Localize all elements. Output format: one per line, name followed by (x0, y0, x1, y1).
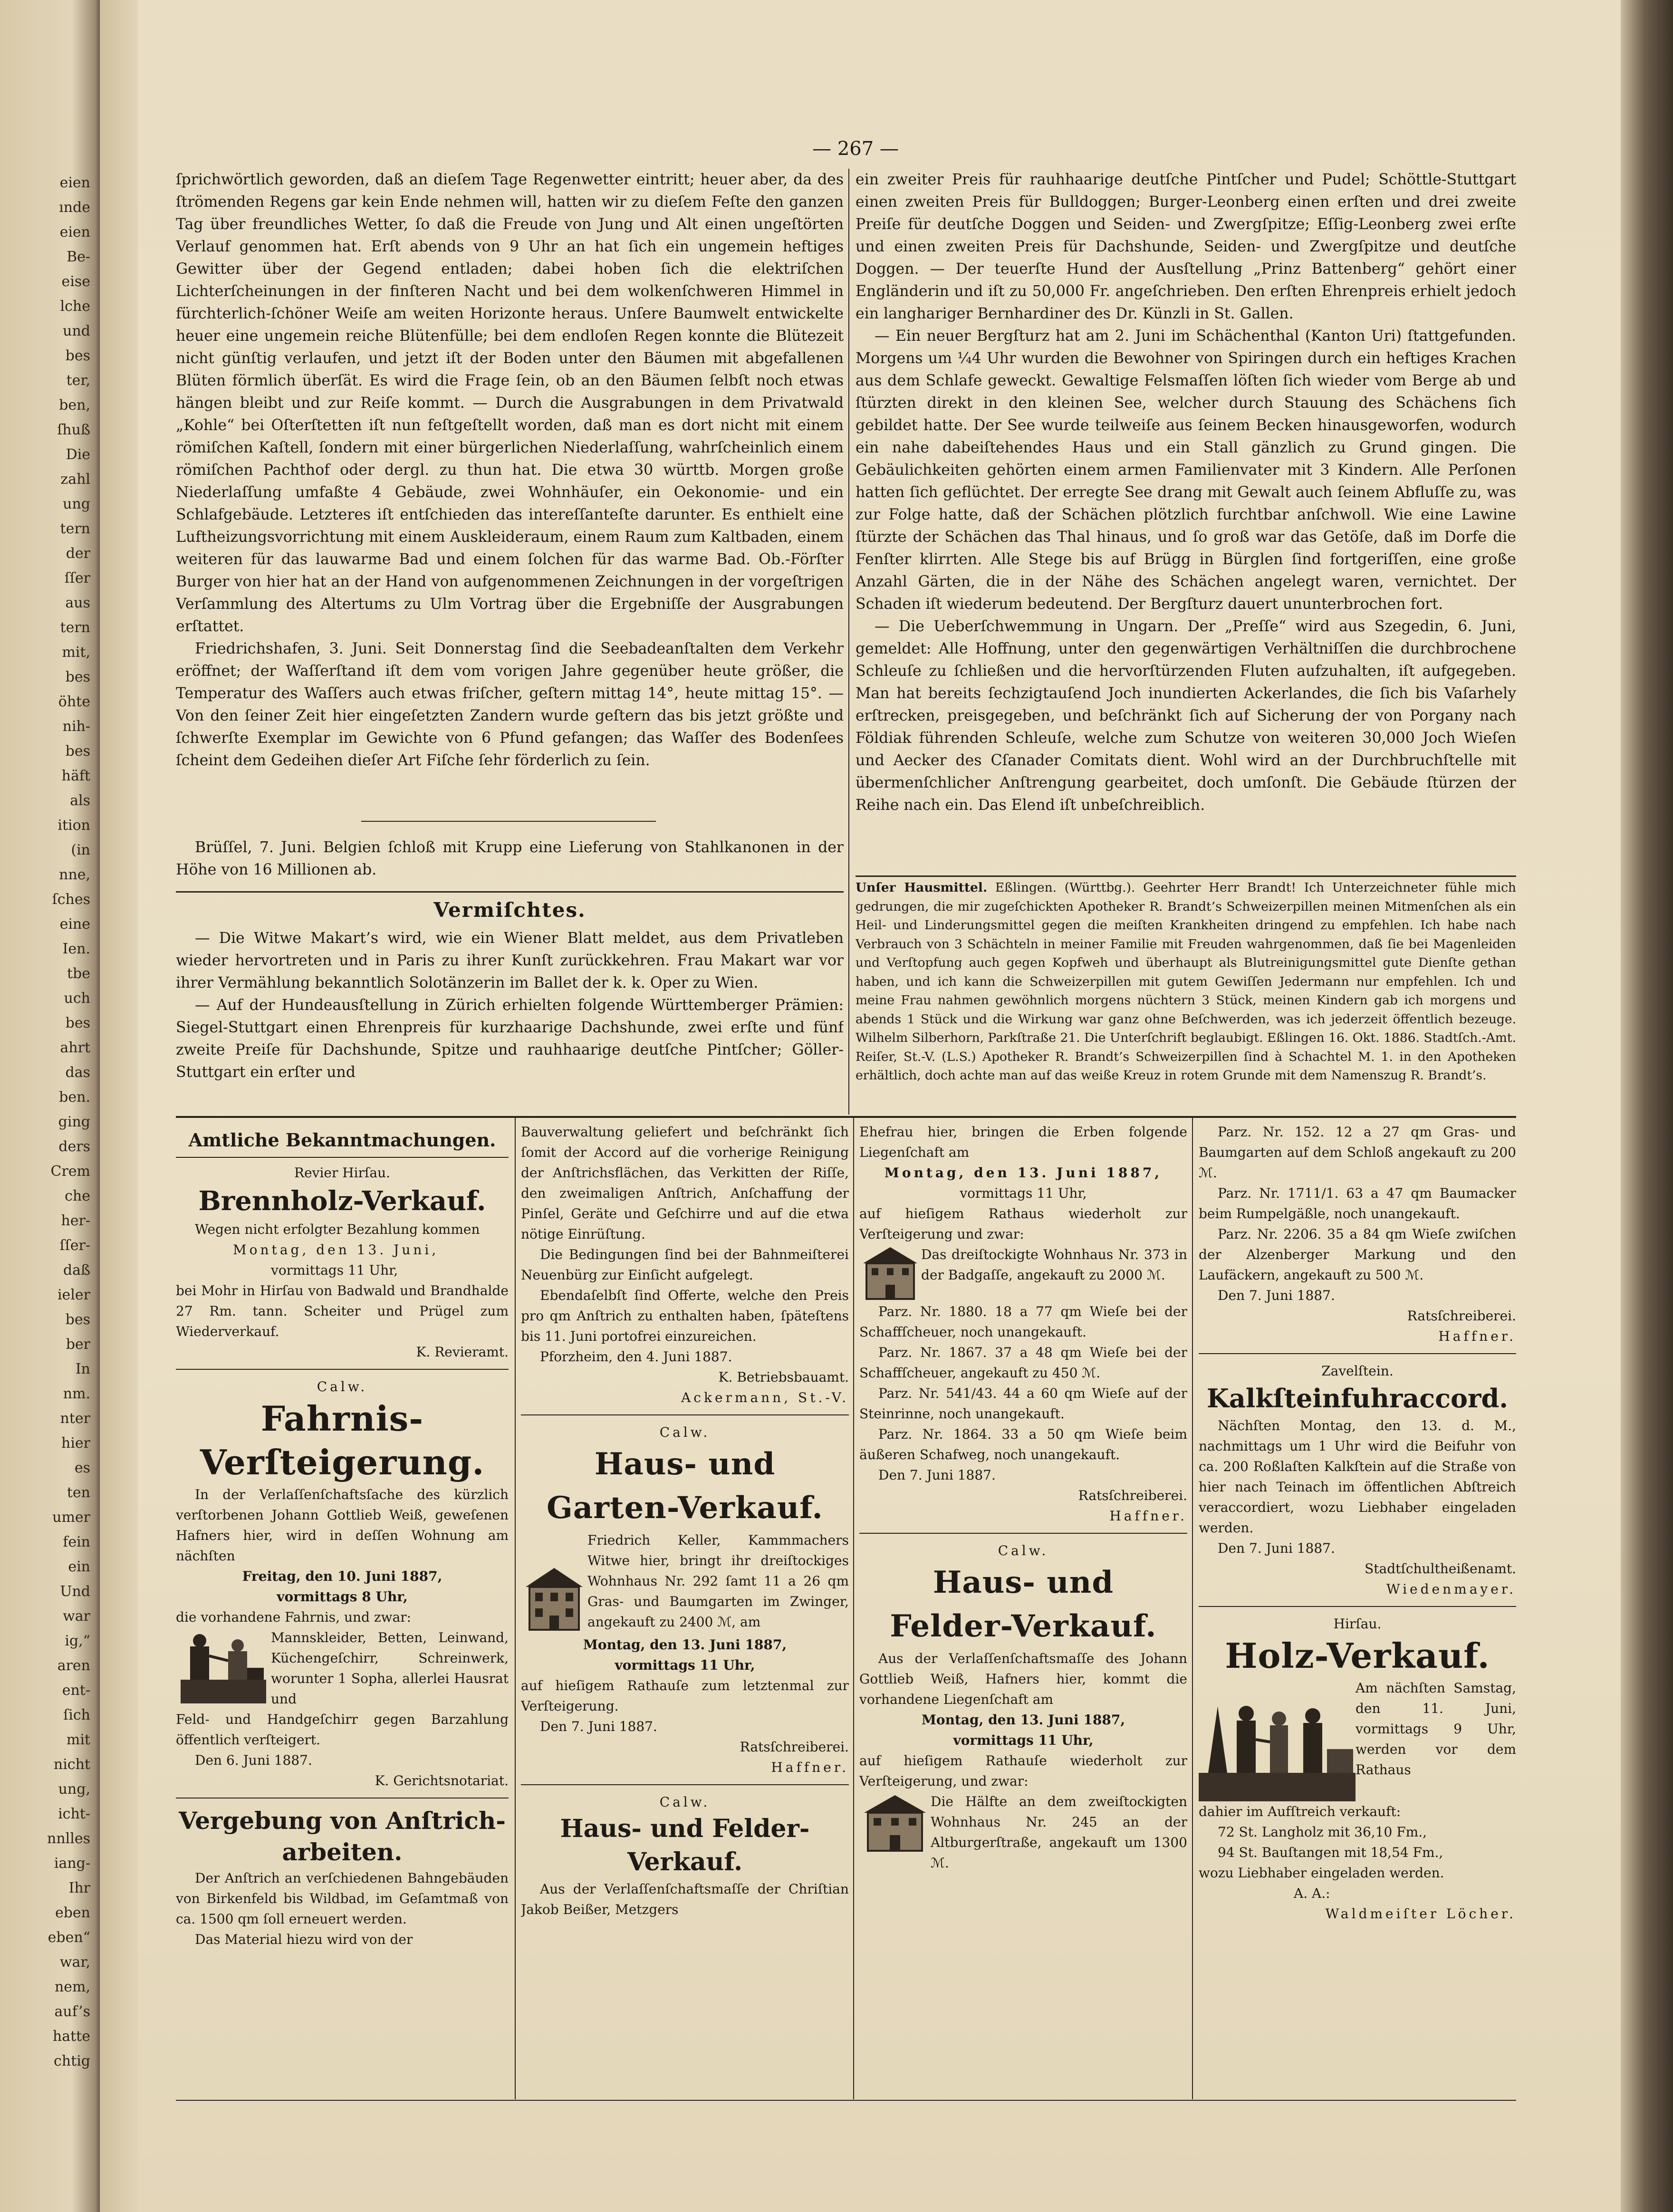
article-hunde-cont: ein zweiter Preis für rauhhaarige deutſche Pintſcher und Pudel; Schöttle-Stuttgart einen zweiten Preis für Bulldoggen; Burger-Leonberg einen erſten und drei zweite Preiſe für deutſche Doggen und Seiden- und Zwergſpitze; Eſſig-Leonberg zwei erſte und einen zweiten Preis für Dachshunde, Seiden- und Zwergſpitze und deutſche Doggen. — Der teuerſte Hund der Ausſtellung „Prinz Battenberg“ gehört einer Engländerin und iſt zu 50,000 Fr. angeſchrieben. Den erſten Ehrenpreis erhielt jedoch ein langhariger Bernhardiner des Dr. Künzli in St. Gallen. (856, 171, 1516, 322)
gutter-word: ben, (59, 397, 90, 414)
gutter-word: nnlles (47, 1830, 90, 1847)
gutter-word: che (65, 1188, 90, 1204)
gutter-word: (in (71, 842, 90, 858)
ad-text: Aus der Verlaſſenſchaftsmaſſe des Johann Gottlieb Weiß, Hafners hier, kommt die vorhandene Liegenſchaft am (859, 1651, 1187, 1707)
gutter-word: eben (55, 1904, 90, 1921)
gutter-word: mit, (62, 644, 90, 661)
ad-text: Ehefrau hier, bringen die Erben folgende Liegenſchaft am (859, 1124, 1187, 1160)
divider-rule (859, 1533, 1187, 1534)
article-hundeausstellung: — Auf der Hundeausſtellung in Zürich erhielten folgende Württemberger Prämien: Siegel-Stuttgart einen Ehrenpreis für kurzhaarige Dachshunde, zwei erſte und fünf zweite Preiſe für Dachshunde, Spitze und rauhhaarige deutſche Pintſcher; Göller-Stuttgart ein erſter und (176, 997, 844, 1081)
house-woodcut-icon (859, 1244, 921, 1301)
ad-time: vormittags 11 Uhr, (960, 1185, 1087, 1201)
property-item: Parz. Nr. 1880. 18 a 77 qm Wieſe bei der Schaffſcheuer, noch unangekauft. (859, 1304, 1187, 1340)
divider-rule (856, 875, 1516, 877)
column-divider (848, 169, 849, 1115)
ad-signature: K. Gerichtsnotariat. (375, 1773, 509, 1789)
page-number: — 267 — (812, 138, 899, 160)
divider-rule (176, 1157, 509, 1158)
property-item: Parz. Nr. 541/43. 44 a 60 qm Wieſe auf der Steinrinne, noch unangekauft. (859, 1385, 1187, 1422)
place-name: Calw. (998, 1543, 1049, 1558)
gutter-word: Die (66, 446, 90, 463)
ad-signature: Ackermann, St.-V. (681, 1390, 849, 1405)
gutter-word: bes (65, 347, 90, 364)
ads-column-4 (1199, 1122, 1516, 2101)
gutter-word: ſches (52, 891, 90, 908)
place-name: Hirſau. (1333, 1616, 1382, 1632)
article-bruessel-box (176, 837, 844, 889)
ad-signature: A. A.: (1294, 1885, 1330, 1901)
ad-text: bei Mohr in Hirſau von Badwald und Brandhalde 27 Rm. tann. Scheiter und Prügel zum Wiederverkauf. (176, 1283, 509, 1339)
article-column-2 (856, 169, 1516, 872)
house-woodcut-icon (859, 1791, 931, 1853)
ad-signature: K. Revieramt. (416, 1344, 509, 1360)
gutter-word: tern (60, 520, 90, 537)
ad-text: Ebendaſelbſt ſind Offerte, welche den Preis pro qm Anſtrich zu enthalten haben, ſpäteſtens bis 11. Juni portofrei einzureichen. (521, 1288, 849, 1344)
ad-signature: Wiedenmayer. (1386, 1581, 1516, 1597)
bottom-rule (176, 2100, 1516, 2101)
ad-time: vormittags 11 Uhr, (271, 1262, 398, 1278)
gutter-word: mit (66, 1731, 90, 1748)
gutter-word: eise (61, 273, 90, 290)
article-weather-excavation: ſprichwörtlich geworden, daß an dieſem Tage Regenwetter eintritt; heuer aber, da des ſtrömenden Regens gar kein Ende nehmen will, hatten wir zu dieſem Feſte den ganzen Tag über freundliches Wetter, ſo daß die Freude von Jung und Alt einen ungeſtörten Verlauf genommen hat. Erſt abends von 9 Uhr an hat ſich ein ungemein heftiges Gewitter über der Gegend entladen; dabei hoben ſich die elektriſchen Lichterſcheinungen in der finſteren Nacht und bei dem wolkenſchweren Himmel in fürchterlich-ſchöner Weiſe am weiten Horizonte heraus. Unſere Baumwelt entwickelte heuer eine ungemein reiche Blütenfülle; bei dem endloſen Regen konnte die Blütezeit nicht günſtig verlaufen, und jetzt iſt der Boden unter den Bäumen mit abgefallenen Blüten förmlich überſät. Es wird die Frage ſein, ob an den Bäumen ſelbſt noch etwas hängen bleibt und zur Reiſe kommt. — Durch die Ausgrabungen in dem Privatwald „Kohle“ bei Oſterſtetten iſt nun feſtgeſtellt worden, daß man es dort nicht mit einem römiſchen Kaſtell, ſondern mit einer bürgerlichen Niederlaſſung, wahrſcheinlich einem römiſchen Pachthof oder dergl. zu thun hat. Die etwa 30 württb. Morgen große Niederlaſſung umfaßte 4 Gebäude, zwei Wohnhäuſer, ein Oekonomie- und ein Schlafgebäude. Letzteres iſt entſchieden das intereſſanteſte darunter. Es enthielt eine Luftheizungsvorrichtung mit einem Auskleideraum, einem Raum zum Kaltbaden, einem weiteren für das lauwarme Bad und einem ſolchen für das warme Bad. Ob.-Förſter Burger von hier hat an der Hand von aufgenommenen Zeichnungen in der vorgeſtrigen Verſammlung des Altertums zu Ulm Vortrag über die Ergebniſſe der Ausgrabungen erſtattet. (176, 171, 844, 635)
newspaper-page (138, 0, 1621, 2212)
ad-title-verkauf: Verkauf. (627, 1847, 743, 1876)
gutter-word: das (65, 1064, 90, 1081)
gutter-word: iang- (54, 1855, 90, 1872)
ad-text: Nächſten Montag, den 13. d. M., nachmittags um 1 Uhr wird die Beifuhr von ca. 200 Roßlaſten Kalkſtein auf die Straße von hier nach Teinach im öffentlichen Abſtreich veraccordiert, wozu Liebhaber eingeladen werden. (1199, 1418, 1516, 1536)
ad-items: Mannskleider, Betten, Leinwand, Küchengeſchirr, Schreinwerk, worunter 1 Sopha, allerlei Hausrat und (271, 1630, 509, 1707)
advert-body: Eßlingen. (Württbg.). Geehrter Herr Brandt! Ich Unterzeichneter fühle mich gedrungen, die mir zugeſchickten Apotheker R. Brandt’s Schweizerpillen meinen Mitmenſchen als ein Heil- und Linderungsmittel gegen die meiſten Krankheiten dringend zu empfehlen. Ich habe nach Verbrauch von 3 Schächteln in meiner Familie mit Freuden wahrgenommen, daß ſie bei Magenleiden und Verſtopfung auch gegen Kopfweh und überhaupt als Blutreinigungsmittel gute Dienſte gethan haben, und ich kann die Schweizerpillen mit gutem Gewiſſen Jedermann nur empfehlen. Ich und meine Frau nahmen gewöhnlich morgens nüchtern 3 Stück, meinen Kindern gab ich morgens und abends 1 Stück und die Wirkung war ganz ohne Beſchwerden, was ich jederzeit öffentlich bezeuge. Wilhelm Silberhorn, Parkſtraße 21. Die Unterſchrift beglaubigt. Eßlingen 16. Okt. 1886. Stadtſch.-Amt. Reiſer, St.-V. (L.S.) Apotheker R. Brandt’s Schweizerpillen ſind à Schachtel M. 1. in den Apotheken erhältlich, doch achte man auf das weiße Kreuz in rotem Grunde mit dem Namenszug R. Brandt’s. (856, 880, 1516, 1083)
article-bruessel: Brüſſel, 7. Juni. Belgien ſchloß mit Krupp eine Lieferung von Stahlkanonen in der Höhe von 16 Millionen ab. (176, 839, 844, 878)
gutter-word: ter, (66, 372, 90, 389)
ad-text: dahier im Aufſtreich verkauft: (1199, 1804, 1401, 1819)
ad-title-gartenverkauf: Garten-Verkauf. (547, 1490, 823, 1526)
gutter-word: her- (61, 1212, 90, 1229)
article-friedrichshafen: Friedrichshafen, 3. Juni. Seit Donnerstag ſind die Seebadeanſtalten dem Verkehr eröffnet; der Waſſerſtand iſt dem vom vorigen Jahre gegenüber heute größer, die Temperatur des Waſſers auch etwas friſcher, geſtern mittag 14°, heute mittag 15°. — Von den ſeiner Zeit hier eingeſetzten Zandern wurde geſtern das bis jetzt größte und ſchwerſte Exemplar im Gewichte von 6 Pfund gefangen; das Waſſer des Bodenſees ſcheint dem Gedeihen dieſer Art Fiſche ſehr förderlich zu ſein. (176, 640, 844, 769)
divider-rule (176, 891, 844, 893)
gutter-word: nter (60, 1410, 90, 1427)
gutter-word: hier (61, 1435, 90, 1452)
gutter-word: eine (59, 916, 90, 933)
gutter-word: nicht (53, 1756, 90, 1773)
gutter-word: In (75, 1361, 90, 1377)
ad-title-haus: Haus- und (594, 1446, 776, 1482)
ad-date: Den 7. Juni 1887. (1218, 1288, 1335, 1303)
place-name: Calw. (659, 1424, 711, 1440)
ad-title-holzverkauf: Holz-Verkauf. (1225, 1635, 1490, 1676)
ad-date: Pforzheim, den 4. Juni 1887. (540, 1349, 732, 1365)
ad-title-haus-felder: Haus- und Felder- (560, 1814, 810, 1843)
divider-rule (1199, 1353, 1516, 1354)
gutter-word: war, (59, 1954, 90, 1971)
column-divider (1192, 1118, 1193, 2099)
gutter-word: ent- (62, 1682, 90, 1699)
auction-woodcut-icon (176, 1627, 271, 1708)
gutter-word: Ihr (68, 1880, 90, 1896)
property-item: Parz. Nr. 1711/1. 63 a 47 qm Baumacker beim Rumpelgäßle, noch unangekauft. (1199, 1185, 1516, 1221)
gutter-word: bes (65, 1311, 90, 1328)
gutter-word: ging (58, 1114, 90, 1130)
ad-title-kalkstein: Kalkſteinfuhraccord. (1206, 1383, 1509, 1414)
ad-text: auf hieſigem Rathaus wiederholt zur Verſteigerung und zwar: (859, 1206, 1187, 1242)
gutter-word: tern (60, 619, 90, 636)
gutter-word: aus (65, 595, 90, 611)
ad-text: Das Material hiezu wird von der (195, 1932, 413, 1947)
timber-item: 94 St. Bauſtangen mit 18,54 Fm., (1218, 1845, 1443, 1860)
property-item: Die Hälfte an dem zweiſtockigten Wohnhaus Nr. 245 an der Altburgerſtraße, angekauft um 1300 ℳ. (931, 1794, 1187, 1871)
ad-text: Wegen nicht erfolgter Bezahlung kommen (195, 1221, 480, 1237)
gutter-word: chtig (54, 2053, 90, 2069)
ad-signature: Ratsſchreiberei. (1078, 1488, 1187, 1503)
gutter-word: ben. (59, 1089, 90, 1106)
gutter-word: ber (66, 1336, 90, 1353)
gutter-word: nem, (54, 1979, 90, 1995)
article-bergsturz: — Ein neuer Bergſturz hat am 2. Juni im Schächenthal (Kanton Uri) ſtattgefunden. Morgens um ¼4 Uhr wurden die Bewohner von Spiringen durch ein heftiges Krachen aus dem Schlafe geweckt. Gewaltige Felsmaſſen löſten ſich wieder vom Berge ab und ſtürzten direkt in den kleinen See, welcher durch Stauung des Schächens ſich gebildet hatte. Der See wurde teilweiſe aus ſeinem Becken hinausgeworfen, wodurch ein nahe dabeiſtehendes Haus und ein Stall gänzlich zu Grund gingen. Die Gebäulichkeiten gehörten einem armen Familienvater mit 3 Kindern. Alle Perſonen hatten ſich geflüchtet. Der erregte See drang mit Gewalt auch ſeinem Abfluſſe zu, was zur Folge hatte, daß der Schächen plötzlich furchtbar anſchwoll. Wie eine Lawine ſtürzte der Schächen das Thal hinaus, und ſo groß war das Getöſe, daß im Dorfe die Fenſter klirrten. Alle Stege bis auf Brügg in Bürglen ſind fortgeriſſen, eine große Anzahl Gärten, die in der Nähe des Schächen angelegt waren, vernichtet. Der Schaden iſt wiederum bedeutend. Der Bergſturz dauert ununterbrochen fort. (856, 327, 1516, 613)
section-title-vermischtes: Vermiſchtes. (433, 898, 586, 922)
gutter-word: ten (67, 1484, 90, 1501)
gutter-word: Und (60, 1583, 90, 1600)
ad-text: auf hieſigem Rathauſe wiederholt zur Verſteigerung, und zwar: (859, 1753, 1187, 1789)
gutter-word: und (63, 323, 90, 339)
ad-title-brennholz: Brennholz-Verkauf. (198, 1185, 486, 1217)
official-notices-header: Amtliche Bekanntmachungen. (188, 1129, 496, 1151)
ads-column-2 (521, 1122, 849, 2101)
property-item: Das dreiſtockigte Wohnhaus Nr. 373 in der Badgaſſe, angekauft zu 2000 ℳ. (921, 1247, 1187, 1283)
ad-text: Feld- und Handgeſchirr gegen Barzahlung öffentlich verſteigert. (176, 1712, 509, 1748)
gutter-word: auf’s (54, 2003, 90, 2020)
gutter-word: der (66, 545, 90, 562)
gutter-word: ders (58, 1138, 90, 1155)
gutter-word: lche (60, 298, 90, 315)
gutter-word: bes (65, 1015, 90, 1031)
column-divider (853, 1118, 854, 2099)
ad-text: Die Bedingungen ſind bei der Bahnmeiſterei Neuenbürg zur Einſicht aufgelegt. (521, 1247, 849, 1283)
ad-text: Aus der Verlaſſenſchaftsmaſſe der Chriſtian Jakob Beißer, Metzgers (521, 1881, 849, 1917)
divider-rule (176, 1369, 509, 1370)
gutter-word: ein (68, 1558, 90, 1575)
gutter-word: häft (61, 768, 90, 784)
gutter-word: hatte (52, 2028, 90, 2045)
gutter-word: Be- (67, 249, 90, 265)
gutter-word: ınde (59, 199, 90, 216)
gutter-word: aren (57, 1657, 90, 1674)
gutter-word: fein (63, 1534, 90, 1550)
gutter-word: eien (59, 174, 90, 191)
timber-item: 72 St. Langholz mit 36,10 Fm., (1218, 1824, 1427, 1840)
place-name: Revier Hirſau. (294, 1165, 391, 1181)
gutter-word: eien (59, 224, 90, 240)
ad-date: Montag, den 13. Juni, (233, 1242, 439, 1258)
ad-text: Bauverwaltung geliefert und beſchränkt ſich ſomit der Accord auf die vorherige Reinigung der Anſtrichsflächen, das Verkitten der Riſſe, den zweimaligen Anſtrich, Anſchaffung der Pinſel, Geräte und Geſchirre und auf die etwa nötige Einrüſtung. (521, 1124, 849, 1242)
ad-time: vormittags 11 Uhr, (953, 1732, 1094, 1748)
gutter-word: umer (52, 1509, 90, 1526)
gutter-word: zahl (60, 471, 90, 488)
ad-signature: Ratsſchreiberei. (1407, 1308, 1516, 1324)
ad-signature: K. Betriebsbauamt. (718, 1369, 849, 1385)
gutter-word: bes (65, 743, 90, 760)
gutter-word: bes (65, 669, 90, 685)
ad-time: vormittags 11 Uhr, (615, 1657, 755, 1673)
ad-text: wozu Liebhaber eingeladen werden. (1199, 1865, 1444, 1881)
property-item: Parz. Nr. 152. 12 a 27 qm Gras- und Baumgarten auf dem Schloß angekauft zu 200 ℳ. (1199, 1124, 1516, 1181)
ad-text: Am nächſten Samstag, den 11. Juni, vormittags 9 Uhr, werden vor dem Rathaus (1356, 1680, 1516, 1778)
ad-date: Freitag, den 10. Juni 1887, (242, 1568, 442, 1584)
gutter-word: ſich (63, 1707, 90, 1723)
ad-date: Den 7. Juni 1887. (540, 1719, 657, 1734)
ad-text: auf hieſigem Rathauſe zum letztenmal zur Verſteigerung. (521, 1678, 849, 1714)
gutter-word: öhte (58, 693, 90, 710)
divider-rule (521, 1784, 849, 1785)
gutter-word: ahrt (60, 1039, 90, 1056)
article-ueberschwemmung: — Die Ueberſchwemmung in Ungarn. Der „Preſſe“ wird aus Szegedin, 6. Juni, gemeldet: Alle Hoffnung, unter den gegenwärtigen Verhältniſſen die durchbrochene Schleuſe zu ſchließen und die hervorſtürzenden Fluten aufzuhalten, iſt aufgegeben. Man hat bereits ſechzigtauſend Joch inundierten Ackerlandes, die ſich bis Vaſarhely erſtrecken, preisgegeben, und beſchränkt ſich auf Sicherung der von Porgany nach Földiak führenden Schleuſe, welche zum Schutze von weiteren 30,000 Joch Wieſen und Aecker des Cſanader Comitats dient. Wohl wird an der Durchbruchſtelle mit übermenſchlicher Anſtrengung gearbeitet, doch umſonſt. Die Gebäude ſtürzen der Reihe nach ein. Das Elend iſt unbeſchreiblich. (856, 618, 1516, 814)
gutter-word: ſſer (64, 570, 90, 587)
ad-signature: Waldmeiſter Löcher. (1325, 1906, 1516, 1922)
place-name: Zavelſtein. (1321, 1363, 1394, 1379)
gutter-word: war (63, 1608, 90, 1625)
gutter-word: ung, (58, 1781, 90, 1798)
timber-auction-woodcut-icon (1199, 1678, 1356, 1801)
hausmittel-advert (856, 878, 1516, 1111)
ad-text: Der Anſtrich an verſchiedenen Bahngebäuden von Birkenfeld bis Wildbad, im Geſamtmaß von ca. 1500 qm ſoll erneuert werden. (176, 1870, 509, 1927)
gutter-word: es (74, 1460, 90, 1476)
ads-column-1 (176, 1122, 509, 2101)
property-item: Parz. Nr. 1864. 33 a 50 qm Wieſe beim äußeren Schafweg, noch unangekauft. (859, 1426, 1187, 1462)
advert-heading: Unſer Hausmittel. (856, 880, 988, 895)
ads-column-3 (859, 1122, 1187, 2101)
property-item: Parz. Nr. 1867. 37 a 48 qm Wieſe bei der Schaffſcheuer, angekauft zu 450 ℳ. (859, 1345, 1187, 1381)
gutter-word: nm. (63, 1385, 90, 1402)
ad-title-arbeiten: arbeiten. (282, 1838, 403, 1866)
gutter-word: Ien. (62, 941, 90, 957)
ad-date: Montag, den 13. Juni 1887, (921, 1712, 1125, 1728)
divider-rule (521, 1414, 849, 1415)
ad-signature: Haffner. (1438, 1328, 1516, 1344)
gutter-word: ieler (57, 1287, 90, 1303)
gutter-word: tbe (67, 965, 90, 982)
advertisements-rule (176, 1116, 1516, 1118)
place-name: Calw. (659, 1794, 711, 1810)
house-woodcut-icon (521, 1563, 587, 1635)
gutter-word: ung (63, 496, 90, 512)
ad-date: Montag, den 13. Juni 1887, (884, 1165, 1163, 1181)
article-makart: — Die Witwe Makart’s wird, wie ein Wiener Blatt meldet, aus dem Privatleben wieder hervortreten und in Paris zu ihrer Kunſt zurückkehren. Frau Makart war vor ihrer Vermählung bekanntlich Solotänzerin im Ballet der k. k. Oper zu Wien. (176, 930, 844, 991)
gutter-word: als (70, 792, 90, 809)
ad-title-haus: Haus- und (933, 1565, 1114, 1600)
ad-time: vormittags 8 Uhr, (277, 1589, 408, 1605)
gutter-word: Crem (50, 1163, 90, 1180)
gutter-word: daß (63, 1262, 90, 1279)
gutter-word: icht- (58, 1806, 90, 1822)
ad-title-anstrich: Vergebung von Anſtrich- (179, 1807, 506, 1835)
divider-rule (1199, 1606, 1516, 1607)
ad-text: die vorhandene Fahrnis, und zwar: (176, 1609, 412, 1625)
ad-signature: Haffner. (771, 1760, 849, 1775)
property-item: Parz. Nr. 2206. 35 a 84 qm Wieſe zwiſchen der Alzenberger Markung und den Laufäckern, angekauft zu 500 ℳ. (1199, 1226, 1516, 1283)
previous-page-edge (0, 0, 100, 2212)
ad-signature: Haffner. (1109, 1508, 1187, 1524)
gutter-word: ig,“ (65, 1633, 90, 1649)
place-name: Calw. (317, 1379, 368, 1395)
ad-title-versteigerung: Verſteigerung. (200, 1442, 485, 1482)
gutter-word: ition (58, 817, 90, 834)
column-divider (515, 1118, 516, 2099)
ad-title-fahrnis: Fahrnis- (260, 1398, 424, 1439)
ad-date: Montag, den 13. Juni 1887, (583, 1637, 787, 1653)
gutter-word: nne, (59, 866, 90, 883)
ad-date: Den 7. Juni 1887. (1218, 1540, 1335, 1556)
ad-text: Friedrich Keller, Kammmachers Witwe hier, bringt ihr dreiſtockiges Wohnhaus Nr. 292 ſamt 11 a 26 qm Gras- und Baumgarten im Zwinger, angekauft zu 2400 ℳ, am (587, 1532, 849, 1630)
miscellany-section (176, 894, 844, 1110)
ad-signature: Ratsſchreiberei. (740, 1739, 849, 1755)
gutter-word: eben“ (48, 1929, 90, 1946)
gutter-word: ſſer- (59, 1237, 90, 1254)
ad-text: In der Verlaſſenſchaftsſache des kürzlich verſtorbenen Johann Gottlieb Weiß, geweſenen Hafners hier, wird in deſſen Wohnung am nächſten (176, 1487, 509, 1564)
ad-signature: Stadtſchultheißenamt. (1365, 1561, 1516, 1577)
gutter-word: ſhuß (57, 422, 90, 438)
ad-date: Den 7. Juni 1887. (878, 1467, 996, 1483)
short-divider (361, 821, 656, 822)
ad-date: Den 6. Juni 1887. (195, 1752, 312, 1768)
article-column-1 (176, 169, 844, 882)
ad-title-felderverkauf: Felder-Verkauf. (890, 1608, 1157, 1644)
gutter-word: uch (64, 990, 90, 1007)
gutter-word: nih- (62, 718, 90, 735)
